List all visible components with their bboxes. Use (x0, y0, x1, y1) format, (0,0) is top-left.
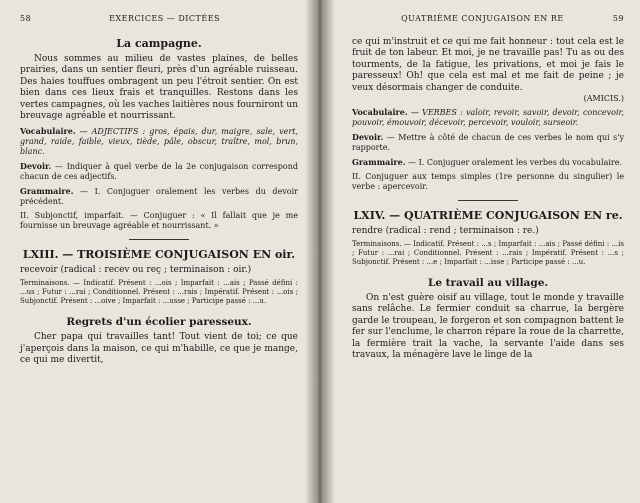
dictation-paragraph: Nous sommes au milieu de vastes plaines, de belles prairies, dans un sentier fleuri, près d'un agréable ruisseau. Des haies touffues ombragent un peu l'étroit sentier. On est bien dans ces lieux frais et tranquilles. Restons dans les vertes campagnes, où les vaches laitières nous fourniront un breuvage agréable et nourrissant. (20, 54, 298, 122)
right-header (352, 14, 624, 23)
left-page (0, 0, 316, 503)
dictation-paragraph-2: Cher papa qui travailles tant! Tout vient de toi; ce que j'aperçois dans la maison, ce qui m'habille, ce que je mange, ce qui me divertit, (20, 332, 298, 366)
section-title: La campagne. (116, 37, 202, 50)
section-title-2: Le travail au village. (427, 277, 549, 290)
running-head: EXERCICES — DICTÉES (109, 14, 221, 23)
gram-text: — I. Conjuguer oralement les verbes du devoir précédent. (20, 187, 298, 207)
signature: (AMICIS.) (583, 94, 624, 104)
dictation-paragraph: ce qui m'instruit et ce qui me fait honneur : tout cela est le fruit de ton labeur. Et moi, je ne travaille pas! Tu as ou des tourments, de la fatigue, les privations, et moi je fais le paresseux! Oh! que cela est mal et me fait de peine ; je veux désormais changer de conduite. (352, 37, 624, 93)
devoir-label: Devoir. (20, 161, 52, 172)
verb-line: recevoir (radical : recev ou reç ; terminaison : oir.) (20, 265, 252, 276)
lesson-title: LXIV. — QUATRIÈME CONJUGAISON EN re. (353, 209, 623, 223)
gram-label: Grammaire. (352, 157, 406, 168)
page-number: 58 (20, 14, 32, 23)
vocabulary-block (352, 107, 624, 128)
vocab-label: Vocabulaire. (352, 107, 408, 118)
page-number: 59 (612, 14, 624, 23)
devoir-text: — Indiquer à quel verbe de la 2e conjugaison correspond chacun de ces adjectifs. (20, 162, 298, 182)
grammaire-block-2: II. Subjonctif, imparfait. — Conjuguer : « Il fallait que je me fournisse un breuvage agréable et nourrissant. » (20, 211, 298, 231)
divider (458, 200, 518, 201)
grammaire-block (20, 186, 298, 207)
divider (129, 239, 189, 240)
gram-label: Grammaire. (20, 186, 74, 197)
book-gutter (306, 0, 334, 503)
vocab-text: — ADJECTIFS : gros, épais, dur, maigre, sale, vert, grand, raide, faible, vieux, tiède, pâle, obscur, traître, mol, brun, blanc. (20, 127, 298, 157)
lesson-title: LXIII. — TROISIÈME CONJUGAISON EN oir. (22, 248, 296, 262)
gram-text: — I. Conjuguer oralement les verbes du vocabulaire. (405, 158, 623, 168)
devoir-text: — Mettre à côté de chacun de ces verbes le nom qui s'y rapporte. (352, 133, 624, 153)
vocab-text: — VERBES : valoir, revoir, savoir, devoir, concevoir, pouvoir, émouvoir, décevoir, percevoir, vouloir, surseoir. (352, 108, 624, 128)
grammaire-block-2: II. Conjuguer aux temps simples (1re personne du singulier) le verbe : apercevoir. (352, 172, 624, 192)
right-page (324, 0, 640, 503)
left-header (20, 14, 298, 23)
dictation-paragraph-2: On n'est guère oisif au village, tout le monde y travaille sans relâche. Le fermier conduit sa charrue, la bergère garde le troupeau, le forgeron et son compagnon battent le fer sur l'enclume, le charron répare la roue de la charrette, la fermière trait la vache, la servante l'aide dans ses travaux, la ménagère lave le linge de la (352, 293, 624, 361)
section-title-2: Regrets d'un écolier paresseux. (66, 316, 252, 329)
verb-line: rendre (radical : rend ; terminaison : re.) (352, 226, 539, 237)
vocabulary-block (20, 126, 298, 157)
vocab-label: Vocabulaire. (20, 126, 76, 137)
terminaisons: Terminaisons. — Indicatif. Présent : ...ois ; Imparfait : ...ais ; Passé défini : ...us ; Futur : ...rai ; Conditionnel. Présent : ...rais ; Impératif. Présent : ...ois ; Subjonctif. Présent : ...oive ; Imparfait : ...usse ; Participe passé : ...u. (20, 279, 298, 306)
devoir-block (352, 132, 624, 153)
running-head: QUATRIÈME CONJUGAISON EN RE (401, 14, 564, 23)
devoir-block (20, 161, 298, 182)
devoir-label: Devoir. (352, 132, 384, 143)
grammaire-block (352, 157, 624, 168)
terminaisons: Terminaisons. — Indicatif. Présent : ...s ; Imparfait : ...ais ; Passé défini : ...is ; Futur : ...rai ; Conditionnel. Présent : ...rais ; Impératif. Présent : ...s ; Subjonctif. Présent : ...e ; Imparfait : ...isse ; Participe passé : ...u. (352, 240, 624, 267)
